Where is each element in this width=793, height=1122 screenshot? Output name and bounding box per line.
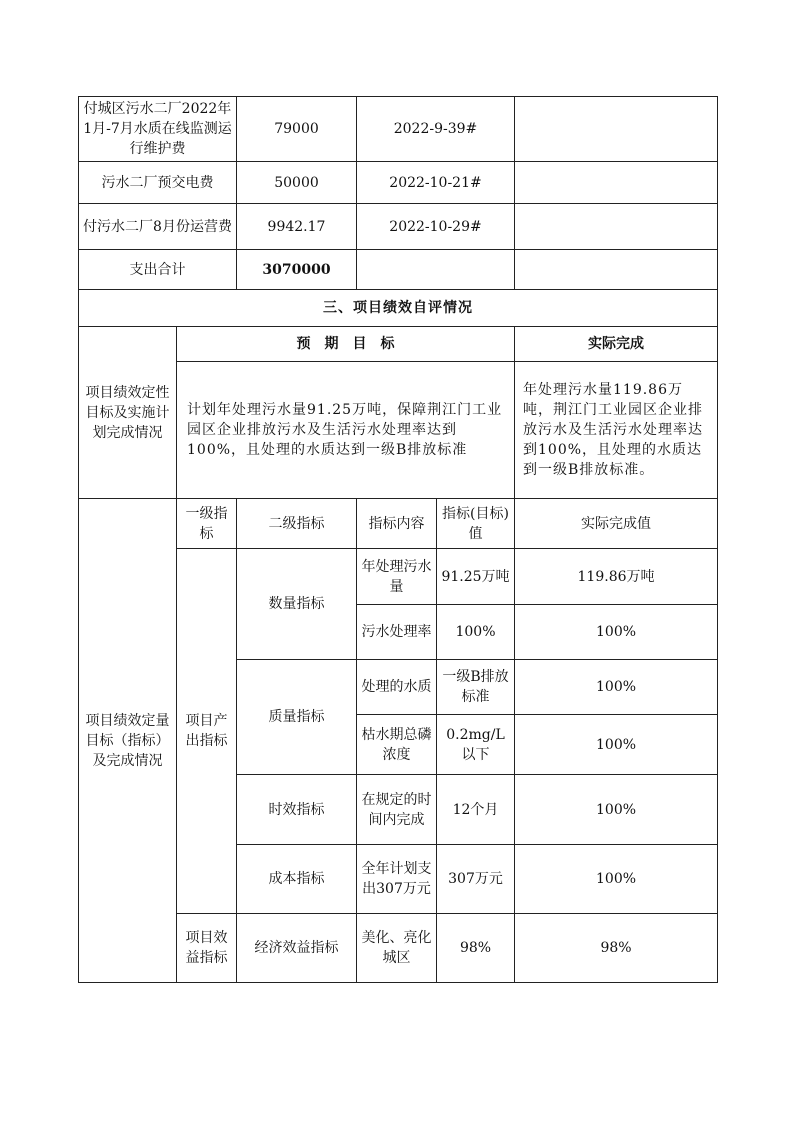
indicator-actual: 100%: [515, 605, 718, 660]
expense-item: 付污水二厂8月份运营费: [79, 204, 237, 250]
indicator-content: 年处理污水量: [357, 549, 437, 605]
expense-note: [515, 97, 718, 162]
expected-header: 预 期 目 标: [177, 327, 515, 362]
performance-table: [78, 96, 718, 983]
group-economic: 经济效益指标: [237, 914, 357, 983]
header-level2: 二级指标: [237, 499, 357, 549]
indicator-target: 100%: [437, 605, 515, 660]
expense-row: [79, 97, 718, 162]
expense-voucher: 2022-9-39#: [357, 97, 515, 162]
expected-text: 计划年处理污水量91.25万吨，保障荆江门工业园区企业排放污水及生活污水处理率达到100%，且处理的水质达到一级B排放标准: [177, 362, 515, 499]
total-label: 支出合计: [79, 250, 237, 290]
indicator-content: 处理的水质: [357, 660, 437, 715]
total-amount: 3070000: [237, 250, 357, 290]
indicator-target: 一级B排放标准: [437, 660, 515, 715]
expense-voucher: 2022-10-21#: [357, 162, 515, 204]
quantitative-label: 项目绩效定量目标（指标）及完成情况: [79, 499, 177, 983]
benefit-label: 项目效益指标: [177, 914, 237, 983]
indicator-target: 307万元: [437, 845, 515, 914]
header-content: 指标内容: [357, 499, 437, 549]
indicator-content: 污水处理率: [357, 605, 437, 660]
indicator-content: 美化、亮化城区: [357, 914, 437, 983]
indicator-actual: 100%: [515, 715, 718, 775]
actual-header: 实际完成: [515, 327, 718, 362]
indicator-actual: 100%: [515, 845, 718, 914]
total-note: [515, 250, 718, 290]
expense-amount: 79000: [237, 97, 357, 162]
output-label: 项目产出指标: [177, 549, 237, 914]
expense-item: 付城区污水二厂2022年1月-7月水质在线监测运行维护费: [79, 97, 237, 162]
header-level1: 一级指标: [177, 499, 237, 549]
expense-note: [515, 162, 718, 204]
indicator-target: 12个月: [437, 775, 515, 845]
indicator-target: 98%: [437, 914, 515, 983]
expense-item: 污水二厂预交电费: [79, 162, 237, 204]
total-voucher: [357, 250, 515, 290]
expense-amount: 50000: [237, 162, 357, 204]
indicator-content: 枯水期总磷浓度: [357, 715, 437, 775]
expense-note: [515, 204, 718, 250]
group-timeliness: 时效指标: [237, 775, 357, 845]
quantitative-header-row: [79, 499, 718, 549]
expense-amount: 9942.17: [237, 204, 357, 250]
indicator-content: 在规定的时间内完成: [357, 775, 437, 845]
group-quality: 质量指标: [237, 660, 357, 775]
expense-voucher: 2022-10-29#: [357, 204, 515, 250]
actual-text: 年处理污水量119.86万吨，荆江门工业园区企业排放污水及生活污水处理率达到100%，且处理的水质达到一级B排放标准。: [515, 362, 718, 499]
qualitative-label: 项目绩效定性目标及实施计划完成情况: [79, 327, 177, 499]
indicator-target: 0.2mg/L以下: [437, 715, 515, 775]
section-title: 三、项目绩效自评情况: [79, 290, 718, 327]
group-cost: 成本指标: [237, 845, 357, 914]
indicator-actual: 100%: [515, 775, 718, 845]
indicator-actual: 119.86万吨: [515, 549, 718, 605]
expense-row: [79, 162, 718, 204]
indicator-content: 全年计划支出307万元: [357, 845, 437, 914]
indicator-actual: 98%: [515, 914, 718, 983]
group-quantity: 数量指标: [237, 549, 357, 660]
header-target: 指标(目标)值: [437, 499, 515, 549]
section-row: [79, 290, 718, 327]
indicator-actual: 100%: [515, 660, 718, 715]
total-row: [79, 250, 718, 290]
expense-row: [79, 204, 718, 250]
header-actual: 实际完成值: [515, 499, 718, 549]
qualitative-header-row: [79, 327, 718, 362]
indicator-target: 91.25万吨: [437, 549, 515, 605]
